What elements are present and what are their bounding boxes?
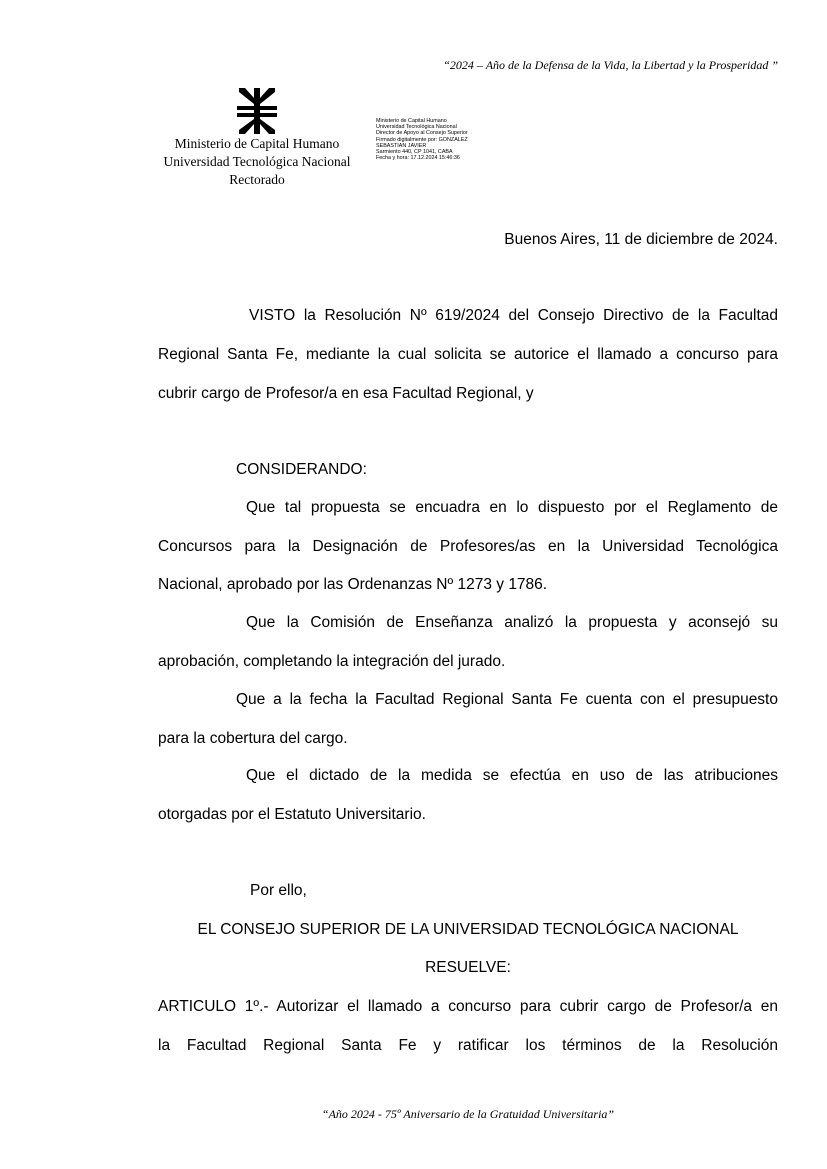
considerando-p1-line-3: Nacional, aprobado por las Ordenanzas Nº 1273 y 1786. — [158, 576, 548, 593]
office-name: Rectorado — [229, 172, 285, 187]
document-date: Buenos Aires, 11 de diciembre de 2024. — [504, 231, 778, 248]
signature-line: Universidad Tecnológica Nacional — [376, 124, 457, 131]
signature-line: SEBASTIAN JAVIER — [376, 142, 427, 149]
articulo-1-line-1: ARTICULO 1º.- Autorizar el llamado a concurso para cubrir cargo de Profesor/a en — [158, 998, 778, 1015]
signature-line: Firmado digitalmente por: GONZALEZ — [376, 136, 468, 143]
considerando-p3-line-1: Que a la fecha la Facultad Regional Santa Fe cuenta con el presupuesto — [236, 691, 778, 708]
utn-logo-icon — [237, 88, 277, 134]
considerando-title: CONSIDERANDO: — [236, 461, 367, 478]
signature-line: Fecha y hora: 17.12.2024 15:46:36 — [376, 155, 460, 162]
digital-signature-block — [376, 118, 516, 161]
university-name: Universidad Tecnológica Nacional — [163, 154, 351, 169]
considerando-p4-line-2: otorgadas por el Estatuto Universitario. — [158, 806, 426, 823]
signature-line: Director de Apoyo al Consejo Superior — [376, 130, 468, 137]
considerando-p3-line-2: para la cobertura del cargo. — [158, 730, 348, 747]
resuelve-heading: RESUELVE: — [425, 959, 511, 976]
ministry-name: Ministerio de Capital Humano — [174, 136, 340, 151]
council-heading: EL CONSEJO SUPERIOR DE LA UNIVERSIDAD TECNOLÓGICA NACIONAL — [197, 921, 739, 938]
signature-line: Sarmiento 440, CP 1041, CABA — [376, 149, 453, 156]
por-ello: Por ello, — [250, 882, 307, 899]
visto-line-2: Regional Santa Fe, mediante la cual solicita se autorice el llamado a concurso para — [158, 346, 778, 363]
visto-line-1: VISTO la Resolución Nº 619/2024 del Consejo Directivo de la Facultad — [249, 307, 778, 324]
footer-motto: “Año 2024 - 75º Aniversario de la Gratuidad Universitaria” — [321, 1107, 615, 1121]
articulo-1-line-2: la Facultad Regional Santa Fe y ratificar los términos de la Resolución — [158, 1037, 778, 1054]
considerando-p1-line-1: Que tal propuesta se encuadra en lo dispuesto por el Reglamento de — [246, 499, 778, 516]
considerando-p2-line-2: aprobación, completando la integración del jurado. — [158, 653, 506, 670]
visto-line-3: cubrir cargo de Profesor/a en esa Facultad Regional, y — [158, 385, 534, 402]
considerando-p1-line-2: Concursos para la Designación de Profesores/as en la Universidad Tecnológica — [158, 538, 778, 555]
header-motto: “2024 – Año de la Defensa de la Vida, la Libertad y la Prosperidad ” — [443, 58, 778, 72]
signature-line: Ministerio de Capital Humano — [376, 118, 447, 124]
considerando-p2-line-1: Que la Comisión de Enseñanza analizó la propuesta y aconsejó su — [246, 614, 778, 631]
considerando-p4-line-1: Que el dictado de la medida se efectúa en uso de las atribuciones — [246, 767, 778, 784]
